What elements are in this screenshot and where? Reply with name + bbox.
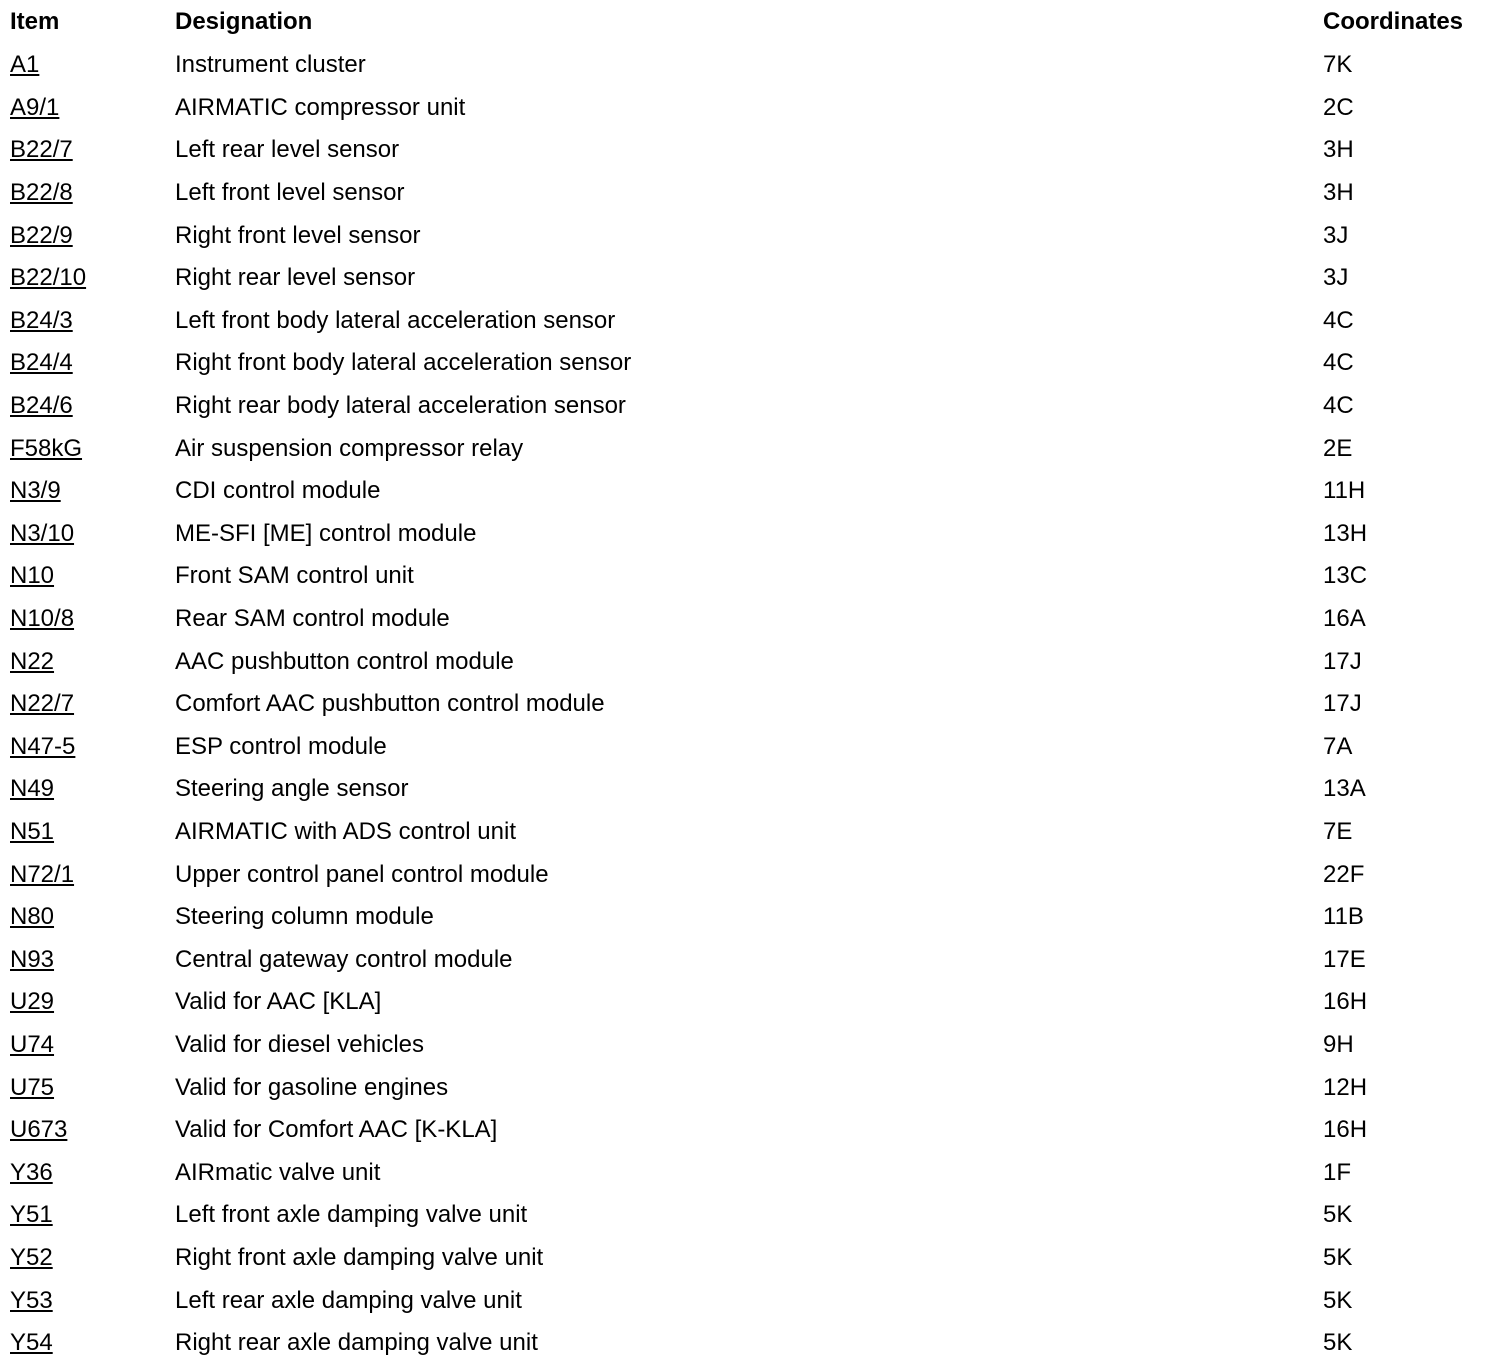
item-link[interactable]: N3/10	[10, 519, 75, 547]
table-row	[10, 811, 1490, 854]
header-coordinates: Coordinates	[1323, 8, 1464, 35]
coordinates-cell: 13C	[1323, 562, 1368, 590]
header-item: Item	[10, 8, 60, 35]
designation-cell: Upper control panel control module	[175, 860, 549, 888]
designation-cell: Instrument cluster	[175, 51, 366, 79]
table-row	[10, 129, 1490, 172]
designation-cell: Valid for Comfort AAC [K-KLA]	[175, 1116, 498, 1144]
table-row	[10, 1322, 1490, 1364]
designation-cell: Left front level sensor	[175, 179, 405, 207]
table-row	[10, 257, 1490, 300]
item-cell	[10, 768, 175, 811]
item-link[interactable]: N93	[10, 945, 55, 973]
coordinates-cell: 4C	[1323, 392, 1354, 420]
table-row	[10, 981, 1490, 1024]
table-row	[10, 172, 1490, 215]
item-link[interactable]: Y53	[10, 1286, 53, 1314]
designation-cell: ME-SFI [ME] control module	[175, 519, 477, 547]
item-cell	[10, 726, 175, 769]
item-link[interactable]: B24/4	[10, 349, 73, 377]
table-row	[10, 214, 1490, 257]
designation-cell: Air suspension compressor relay	[175, 434, 524, 462]
designation-cell: Right front level sensor	[175, 221, 421, 249]
coordinates-cell: 5K	[1323, 1201, 1353, 1229]
designation-cell: AIRMATIC with ADS control unit	[175, 817, 516, 845]
coordinates-cell: 1F	[1323, 1158, 1352, 1186]
item-link[interactable]: U673	[10, 1116, 68, 1144]
designation-cell: Valid for gasoline engines	[175, 1073, 449, 1101]
coordinates-cell: 22F	[1323, 860, 1365, 888]
coordinates-cell: 16H	[1323, 1116, 1368, 1144]
designation-cell: Front SAM control unit	[175, 562, 414, 590]
designation-cell: Right rear body lateral acceleration sensor	[175, 392, 626, 420]
table-row	[10, 1279, 1490, 1322]
coordinates-cell: 9H	[1323, 1030, 1354, 1058]
item-cell	[10, 427, 175, 470]
item-link[interactable]: N10/8	[10, 605, 75, 633]
item-cell	[10, 938, 175, 981]
coordinates-cell: 5K	[1323, 1243, 1353, 1271]
table-row	[10, 385, 1490, 428]
item-link[interactable]: N47-5	[10, 732, 76, 760]
designation-cell: CDI control module	[175, 477, 381, 505]
designation-cell: Steering angle sensor	[175, 775, 409, 803]
item-cell	[10, 129, 175, 172]
table-row	[10, 938, 1490, 981]
table-row	[10, 300, 1490, 343]
table-row	[10, 1194, 1490, 1237]
item-link[interactable]: U74	[10, 1030, 55, 1058]
item-link[interactable]: N51	[10, 817, 55, 845]
item-link[interactable]: B24/3	[10, 306, 73, 334]
component-legend-table	[10, 0, 1490, 1364]
item-cell	[10, 640, 175, 683]
coordinates-cell: 5K	[1323, 1329, 1353, 1357]
item-link[interactable]: U75	[10, 1073, 55, 1101]
designation-cell: AAC pushbutton control module	[175, 647, 514, 675]
item-link[interactable]: N10	[10, 562, 55, 590]
item-cell	[10, 1237, 175, 1280]
table-row	[10, 555, 1490, 598]
table-body	[10, 44, 1490, 1364]
coordinates-cell: 2C	[1323, 93, 1354, 121]
item-cell	[10, 214, 175, 257]
item-link[interactable]: A1	[10, 51, 40, 79]
coordinates-cell: 3H	[1323, 179, 1354, 207]
item-cell	[10, 513, 175, 556]
item-cell	[10, 1322, 175, 1364]
table-row	[10, 726, 1490, 769]
item-cell	[10, 385, 175, 428]
designation-cell: ESP control module	[175, 732, 387, 760]
designation-cell: Right front axle damping valve unit	[175, 1243, 544, 1271]
table-row	[10, 1151, 1490, 1194]
designation-cell: Valid for diesel vehicles	[175, 1030, 425, 1058]
table-row	[10, 342, 1490, 385]
table-row	[10, 853, 1490, 896]
header-row	[10, 0, 1490, 44]
coordinates-cell: 5K	[1323, 1286, 1353, 1314]
item-cell	[10, 87, 175, 130]
item-link[interactable]: N80	[10, 903, 55, 931]
designation-cell: Valid for AAC [KLA]	[175, 988, 382, 1016]
item-link[interactable]: A9/1	[10, 93, 60, 121]
item-link[interactable]: N72/1	[10, 860, 75, 888]
coordinates-cell: 3J	[1323, 264, 1349, 292]
designation-cell: Left rear level sensor	[175, 136, 400, 164]
header-designation: Designation	[175, 8, 313, 35]
table-row	[10, 640, 1490, 683]
item-link[interactable]: B22/7	[10, 136, 73, 164]
designation-cell: AIRMATIC compressor unit	[175, 93, 466, 121]
table-row	[10, 513, 1490, 556]
designation-cell: Comfort AAC pushbutton control module	[175, 690, 605, 718]
item-cell	[10, 1109, 175, 1152]
table-row	[10, 44, 1490, 87]
table-row	[10, 683, 1490, 726]
table-row	[10, 1237, 1490, 1280]
coordinates-cell: 12H	[1323, 1073, 1368, 1101]
table-row	[10, 1024, 1490, 1067]
coordinates-cell: 17J	[1323, 690, 1362, 718]
item-cell	[10, 683, 175, 726]
item-link[interactable]: F58kG	[10, 434, 83, 462]
item-link[interactable]: N3/9	[10, 477, 61, 505]
item-cell	[10, 981, 175, 1024]
coordinates-cell: 3H	[1323, 136, 1354, 164]
designation-cell: Central gateway control module	[175, 945, 513, 973]
item-cell	[10, 598, 175, 641]
item-cell	[10, 1194, 175, 1237]
item-cell	[10, 342, 175, 385]
designation-cell: Right front body lateral acceleration sensor	[175, 349, 632, 377]
item-cell	[10, 470, 175, 513]
item-link[interactable]: N22/7	[10, 690, 75, 718]
item-link[interactable]: N22	[10, 647, 55, 675]
coordinates-cell: 13H	[1323, 519, 1368, 547]
designation-cell: Left front body lateral acceleration sensor	[175, 306, 616, 334]
item-link[interactable]: B22/8	[10, 179, 73, 207]
table-row	[10, 598, 1490, 641]
item-link[interactable]: N49	[10, 775, 55, 803]
coordinates-cell: 17J	[1323, 647, 1362, 675]
coordinates-cell: 3J	[1323, 221, 1349, 249]
coordinates-cell: 7E	[1323, 817, 1353, 845]
table-row	[10, 87, 1490, 130]
designation-cell: Right rear axle damping valve unit	[175, 1329, 538, 1357]
coordinates-cell: 17E	[1323, 945, 1366, 973]
table-row	[10, 1066, 1490, 1109]
item-cell	[10, 853, 175, 896]
table-row	[10, 1109, 1490, 1152]
item-cell	[10, 1024, 175, 1067]
table-header	[10, 0, 1490, 44]
coordinates-cell: 11B	[1323, 903, 1364, 931]
designation-cell: Left front axle damping valve unit	[175, 1201, 528, 1229]
item-link[interactable]: Y52	[10, 1243, 53, 1271]
item-cell	[10, 1279, 175, 1322]
designation-cell: Steering column module	[175, 903, 434, 931]
item-link[interactable]: Y51	[10, 1201, 53, 1229]
coordinates-cell: 2E	[1323, 434, 1353, 462]
designation-cell: Right rear level sensor	[175, 264, 416, 292]
coordinates-cell: 4C	[1323, 306, 1354, 334]
item-cell	[10, 172, 175, 215]
item-cell	[10, 1066, 175, 1109]
coordinates-cell: 16H	[1323, 988, 1368, 1016]
item-cell	[10, 257, 175, 300]
coordinates-cell: 4C	[1323, 349, 1354, 377]
designation-cell: Left rear axle damping valve unit	[175, 1286, 522, 1314]
item-cell	[10, 555, 175, 598]
coordinates-cell: 7A	[1323, 732, 1353, 760]
item-link[interactable]: U29	[10, 988, 55, 1016]
item-cell	[10, 300, 175, 343]
coordinates-cell: 11H	[1323, 477, 1366, 505]
coordinates-cell: 13A	[1323, 775, 1366, 803]
coordinates-cell: 7K	[1323, 51, 1353, 79]
table-row	[10, 427, 1490, 470]
item-link[interactable]: Y36	[10, 1158, 53, 1186]
designation-cell: Rear SAM control module	[175, 605, 450, 633]
item-cell	[10, 811, 175, 854]
table-row	[10, 768, 1490, 811]
table-row	[10, 470, 1490, 513]
table-row	[10, 896, 1490, 939]
item-cell	[10, 44, 175, 87]
item-link[interactable]: B24/6	[10, 392, 73, 420]
item-cell	[10, 1151, 175, 1194]
coordinates-cell: 16A	[1323, 605, 1366, 633]
item-link[interactable]: Y54	[10, 1329, 53, 1357]
item-link[interactable]: B22/10	[10, 264, 87, 292]
item-cell	[10, 896, 175, 939]
item-link[interactable]: B22/9	[10, 221, 73, 249]
designation-cell: AIRmatic valve unit	[175, 1158, 381, 1186]
